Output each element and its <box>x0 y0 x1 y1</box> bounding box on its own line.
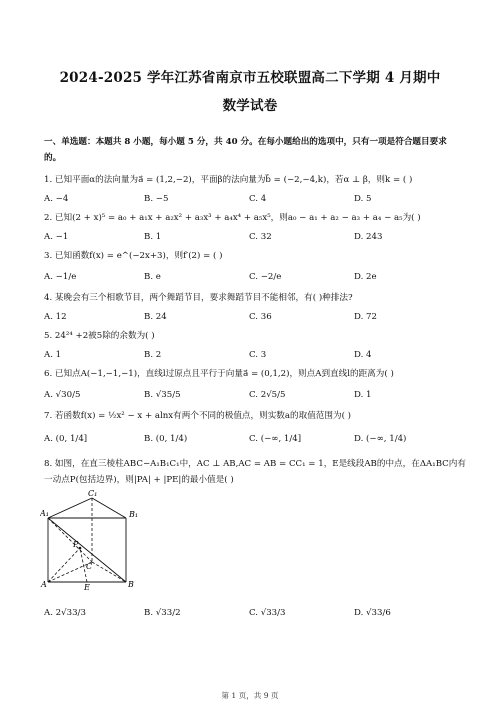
section-header: 一、单选题：本题共 8 小题，每小题 5 分，共 40 分。在每小题给出的选项中，只有一项是符合题目要求 <box>44 137 447 147</box>
label-e: E <box>84 583 90 590</box>
label-b1: B₁ <box>129 510 139 519</box>
option-d: D. 5 <box>354 194 372 204</box>
exam-title-line1: 2024-2025 学年江苏省南京市五校联盟高二下学期 4 月期中 <box>59 70 441 86</box>
question-8-options <box>44 608 464 622</box>
question-8-stem-cont: 一动点P(包括边界)，则|PA| + |PE|的最小值是( ) <box>44 475 234 485</box>
question-7-stem: 7. 若函数f(x) = ½x² − x + alnx有两个不同的极值点，则实数a的取值范围为( ) <box>44 411 352 421</box>
question-4-stem: 4. 某晚会有三个相歌节目，两个舞蹈节目，要求舞蹈节目不能相邻，有( )种排法? <box>44 293 353 303</box>
segment-p-a <box>48 548 80 582</box>
option-c: C. √33/3 <box>249 608 286 618</box>
option-c: C. 32 <box>249 232 272 242</box>
edge-a1-c1 <box>48 498 92 518</box>
option-b: B. 2 <box>144 350 162 360</box>
question-2-stem: 2. 已知(2 + x)⁵ = a₀ + a₁x + a₂x² + a₃x³ + a₄x⁴ + a₅x⁵，则a₀ − a₁ + a₂ − a₃ + a₄ − a₅为( ) <box>44 213 421 223</box>
question-8-stem: 8. 如图，在直三棱柱ABC−A₁B₁C₁中，AC ⊥ AB,AC = AB = CC₁ = 1，E是线段AB的中点，在ΔA₁BC内有 <box>44 459 466 469</box>
label-b: B <box>128 580 134 589</box>
option-c: C. 4 <box>249 194 267 204</box>
question-3-options <box>44 272 464 286</box>
question-1-stem: 1. 已知平面α的法向量为a⃗ = (1,2,−2)，平面β的法向量为b⃗ = (−2,−4,k)，若α ⊥ β，则k = ( ) <box>44 175 413 185</box>
prism-figure <box>40 490 140 590</box>
question-6-stem: 6. 已知点A(−1,−1,−1)，直线l过原点且平行于向量a⃗ = (0,1,2)，则点A到直线l的距离为( ) <box>44 369 394 379</box>
page-footer: 第 1 页，共 9 页 <box>221 691 279 700</box>
question-4-options <box>44 312 464 326</box>
option-a: A. −4 <box>44 194 69 204</box>
option-d: D. 1 <box>354 390 372 400</box>
option-d: D. (−∞, 1/4) <box>354 434 407 444</box>
question-7-options <box>44 434 464 448</box>
option-d: D. 243 <box>354 232 383 242</box>
question-6-options <box>44 390 464 404</box>
option-a: A. 12 <box>44 312 67 322</box>
question-3-stem: 3. 已知函数f(x) = e^(−2x+3)，则f′(2) = ( ) <box>44 251 223 261</box>
exam-title-line2: 数学试卷 <box>222 98 278 114</box>
segment-a1-b <box>48 518 126 582</box>
option-b: B. √35/5 <box>144 390 181 400</box>
option-c: C. −2/e <box>249 272 282 282</box>
label-c1: C₁ <box>88 490 98 498</box>
option-c: C. 36 <box>249 312 272 322</box>
option-a: A. 2√33/3 <box>44 608 86 618</box>
point-p <box>79 547 82 550</box>
option-b: B. 1 <box>144 232 162 242</box>
option-d: D. 72 <box>354 312 377 322</box>
question-5-options <box>44 350 464 364</box>
question-2-options <box>44 232 464 246</box>
option-d: D. 2e <box>354 272 377 282</box>
option-c: C. 2√5/5 <box>249 390 286 400</box>
option-b: B. (0, 1/4) <box>144 434 188 444</box>
option-a: A. −1/e <box>44 272 77 282</box>
edge-c1-b1 <box>92 498 126 518</box>
option-a: A. 1 <box>44 350 62 360</box>
option-a: A. √30/5 <box>44 390 81 400</box>
option-a: A. −1 <box>44 232 69 242</box>
option-c: C. (−∞, 1/4] <box>249 434 302 444</box>
option-d: D. √33/6 <box>354 608 391 618</box>
section-header-cont: 的。 <box>44 153 62 163</box>
label-p: P <box>73 540 79 549</box>
segment-a1-c <box>48 518 92 562</box>
question-5-stem: 5. 24²⁴ +2被5除的余数为( ) <box>44 331 155 341</box>
question-1-options <box>44 194 464 208</box>
label-a: A <box>41 580 47 589</box>
option-b: B. −5 <box>144 194 169 204</box>
option-d: D. 4 <box>354 350 372 360</box>
label-c: C <box>86 562 93 571</box>
option-a: A. (0, 1/4] <box>44 434 88 444</box>
option-b: B. 24 <box>144 312 167 322</box>
option-c: C. 3 <box>249 350 267 360</box>
option-b: B. e <box>144 272 161 282</box>
option-b: B. √33/2 <box>144 608 181 618</box>
label-a1: A₁ <box>40 509 49 518</box>
edge-c-b <box>92 562 126 582</box>
